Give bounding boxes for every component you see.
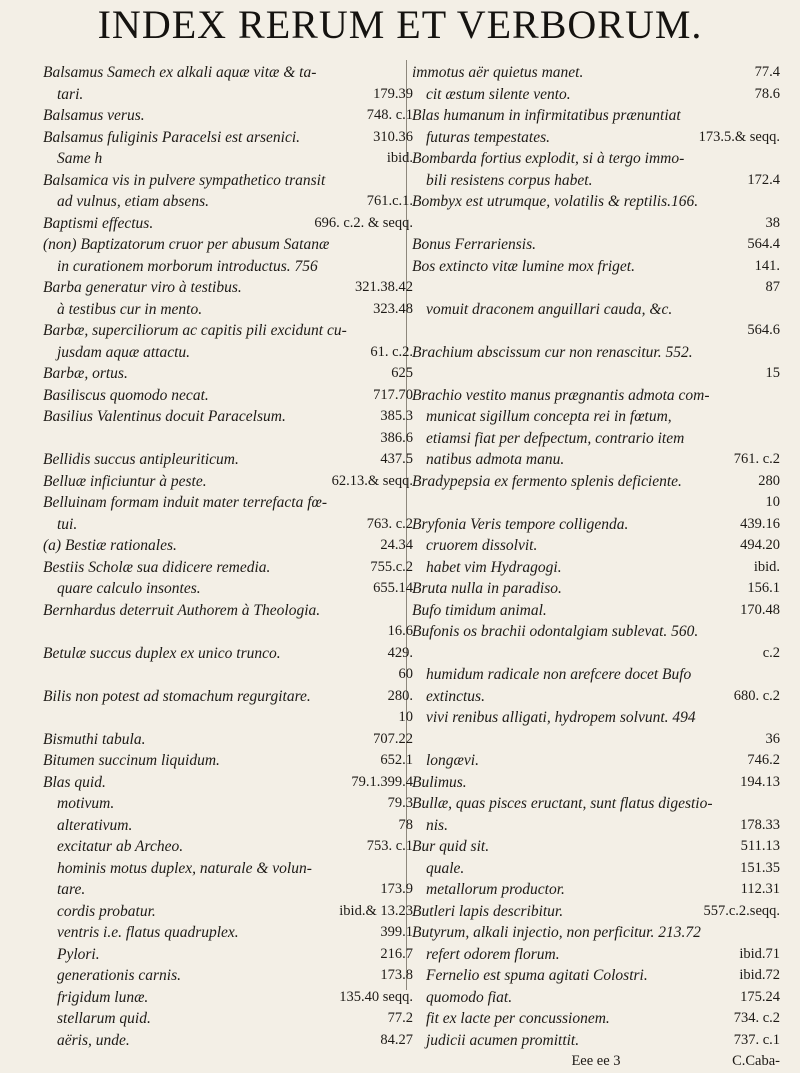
index-entry: [43, 557, 413, 579]
entry-text: vomuit draconem anguillari cauda, &c.: [426, 300, 673, 318]
entry-text: Bradypepsia ex fermento splenis deficiente.: [412, 472, 682, 490]
entry-text: natibus admota manu.: [426, 451, 565, 468]
entry-text: Bernhardus deterruit Authorem à Theologia.: [43, 601, 321, 619]
entry-text: municat sigillum concepta rei in fœtum,: [426, 408, 672, 425]
entry-text: (a) Bestiæ rationales.: [43, 537, 177, 554]
page-reference: 323.48: [373, 300, 413, 317]
entry-text: Fernelio est spuma agitati Colostri.: [426, 967, 648, 984]
entry-text: judicii acumen promittit.: [426, 1031, 580, 1049]
page-reference: 737. c.1: [733, 1031, 780, 1048]
index-entry: [43, 342, 413, 364]
page-reference: 696. c.2. & seqq.: [314, 214, 413, 231]
index-entry: [43, 901, 413, 923]
page-reference: 437.5: [380, 451, 413, 467]
entry-text: Bulimus.: [412, 773, 467, 791]
index-entry: [43, 965, 413, 987]
entry-text: Betulæ succus duplex ex unico trunco.: [43, 644, 281, 662]
index-entry: [43, 772, 413, 794]
entry-text: Bos extincto vitæ lumine mox friget.: [412, 257, 635, 275]
index-entry: [412, 213, 780, 235]
index-entry: [43, 385, 413, 407]
page-reference: 36: [765, 730, 780, 747]
entry-text: futuras tempestates.: [426, 128, 550, 146]
entry-text: Bestiis Scholæ sua didicere remedia.: [43, 558, 271, 576]
entry-text: habet vim Hydragogi.: [426, 558, 562, 576]
page-reference: 717.70: [373, 386, 413, 403]
entry-text: Bellidis succus antipleuriticum.: [43, 451, 239, 468]
entry-text: Bryfonia Veris tempore colligenda.: [412, 515, 629, 533]
index-entry: [412, 170, 780, 192]
page-reference: 763. c.2: [366, 515, 413, 532]
page-reference: 170.48: [740, 601, 780, 618]
index-entry: [43, 148, 413, 170]
entry-text: cruorem dissolvit.: [426, 537, 538, 554]
entry-text: refert odorem florum.: [426, 945, 560, 963]
entry-text: alterativum.: [57, 816, 133, 834]
page-reference: 511.13: [740, 838, 780, 854]
entry-text: (non) Baptizatorum cruor per abusum Satanæ: [43, 236, 330, 253]
entry-text: Basiliscus quomodo necat.: [43, 386, 209, 404]
entry-text: Butyrum, alkali injectio, non perficitur. 213.72: [412, 924, 701, 941]
page-reference: ibid.: [753, 558, 780, 575]
page-reference: 321.38.42: [355, 279, 413, 295]
index-entry: [43, 858, 413, 880]
index-entry: [412, 836, 780, 858]
index-entry: [412, 664, 780, 686]
signature-mark: Eee ee 3: [571, 1053, 621, 1069]
entry-text: Pylori.: [57, 945, 100, 963]
index-entry: [43, 105, 413, 127]
index-entry: [43, 600, 413, 622]
page-reference: ibid.& 13.23: [339, 902, 413, 919]
page-reference: 175.24: [740, 988, 780, 1005]
page-reference: 655.14: [373, 580, 413, 596]
index-entry: [412, 793, 780, 815]
page-reference: 15: [765, 365, 780, 381]
entry-text: cit æstum silente vento.: [426, 85, 571, 103]
index-entry: [43, 213, 413, 235]
page-reference: 399.1: [380, 924, 413, 940]
entry-text: Bilis non potest ad stomachum regurgitare.: [43, 687, 311, 705]
index-entry: [43, 707, 413, 729]
index-entry: [43, 492, 413, 514]
index-entry: [43, 793, 413, 815]
entry-text: hominis motus duplex, naturale & volun-: [57, 859, 312, 877]
index-entry: [43, 170, 413, 192]
entry-text: nis.: [426, 816, 448, 834]
page-reference: 755.c.2: [370, 558, 413, 575]
entry-text: Barbæ, ortus.: [43, 365, 128, 382]
page-reference: 680. c.2: [733, 687, 780, 704]
entry-text: Bufonis os brachii odontalgiam sublevat. 560.: [412, 623, 699, 640]
page-reference: 16.6: [387, 623, 413, 639]
page-reference: 173.9: [380, 881, 413, 897]
page-reference: 135.40 seqq.: [339, 988, 413, 1005]
index-entry: [43, 514, 413, 536]
entry-text: Butleri lapis describitur.: [412, 902, 564, 920]
index-entry: [43, 299, 413, 321]
page-reference: ibid.71: [739, 945, 780, 962]
entry-text: Balsamus Samech ex alkali aquæ vitæ & ta-: [43, 64, 317, 81]
entry-text: generationis carnis.: [57, 967, 181, 984]
index-entry: [412, 1008, 780, 1030]
entry-text: Belluinam formam induit mater terrefacta fœ-: [43, 494, 327, 511]
index-entry: [412, 750, 780, 772]
entry-text: Bullæ, quas pisces eructant, sunt flatus digestio-: [412, 795, 713, 812]
page-reference: 178.33: [740, 816, 780, 833]
page-reference: 439.16: [740, 515, 780, 532]
index-entry: [412, 643, 780, 665]
index-entry: [412, 535, 780, 557]
index-entry: [43, 815, 413, 837]
entry-text: excitatur ab Archeo.: [57, 838, 184, 855]
index-entry: [43, 922, 413, 944]
page-reference: c.2: [762, 644, 780, 661]
index-entry: [412, 922, 780, 944]
right-column: [412, 62, 780, 1073]
index-entry: [43, 428, 413, 450]
page-reference: 625: [391, 365, 413, 381]
index-entry: [412, 234, 780, 256]
page-reference: 429.: [387, 644, 413, 661]
index-entry: [43, 277, 413, 299]
entry-text: in curationem morborum introductus. 756: [57, 257, 318, 275]
entry-text: Baptismi effectus.: [43, 214, 154, 232]
index-entry: [43, 449, 413, 471]
index-entry: [43, 256, 413, 278]
entry-text: Balsamus verus.: [43, 107, 145, 124]
entry-text: Balsamus fuliginis Paracelsi est arsenici.: [43, 128, 301, 146]
index-entry: [412, 987, 780, 1009]
entry-text: Bitumen succinum liquidum.: [43, 752, 220, 769]
index-entry: [412, 600, 780, 622]
index-entry: [43, 62, 413, 84]
index-entry: [43, 406, 413, 428]
index-entry: [412, 621, 780, 643]
page-reference: 62.13.& seqq.: [331, 472, 413, 489]
entry-text: tare.: [57, 881, 86, 898]
page-reference: 761. c.2: [733, 451, 780, 467]
index-entry: [43, 127, 413, 149]
index-entry: [43, 320, 413, 342]
entry-text: immotus aër quietus manet.: [412, 64, 584, 81]
page-reference: 78: [398, 816, 413, 833]
index-entry: [43, 1030, 413, 1052]
page-reference: 77.4: [754, 64, 780, 80]
page-reference: 60: [398, 666, 413, 682]
page-reference: 173.5.& seqq.: [698, 128, 780, 145]
index-entry: [43, 879, 413, 901]
index-entry: [412, 385, 780, 407]
page-reference: 761.c.1.: [366, 193, 413, 209]
index-entry: [412, 686, 780, 708]
entry-text: fit ex lacte per concussionem.: [426, 1010, 610, 1027]
index-entry: [43, 686, 413, 708]
entry-text: Brachio vestito manus prægnantis admota com-: [412, 386, 710, 404]
index-entry: [43, 84, 413, 106]
index-entry: [412, 514, 780, 536]
page-reference: 707.22: [373, 730, 413, 747]
entry-text: Barba generatur viro à testibus.: [43, 279, 242, 296]
index-entry: [412, 858, 780, 880]
page-reference: 78.6: [754, 85, 780, 102]
index-entry: [412, 729, 780, 751]
index-entry: [412, 772, 780, 794]
index-entry: [412, 127, 780, 149]
index-entry: [43, 729, 413, 751]
page-reference: 564.4: [747, 236, 780, 252]
index-entry: [43, 363, 413, 385]
entry-text: quare calculo insontes.: [57, 580, 201, 597]
index-entry: [412, 428, 780, 450]
index-entry: [412, 901, 780, 923]
entry-text: Blas humanum in infirmitatibus prænuntiat: [412, 107, 681, 124]
entry-text: aëris, unde.: [57, 1031, 130, 1049]
entry-text: Bruta nulla in paradiso.: [412, 580, 562, 597]
page-reference: 10: [398, 709, 413, 725]
page-reference: 173.8: [380, 967, 413, 983]
page-reference: 38: [765, 214, 780, 231]
index-entry: [43, 191, 413, 213]
index-entry: [43, 535, 413, 557]
entry-text: Bombarda fortius explodit, si à tergo immo-: [412, 150, 685, 167]
index-entry: [412, 406, 780, 428]
index-entry: [412, 815, 780, 837]
entry-text: Bombyx est utrumque, volatilis & reptilis.166.: [412, 193, 699, 210]
index-entry: [43, 578, 413, 600]
index-entry: [43, 750, 413, 772]
entry-text: Balsamica vis in pulvere sympathetico transit: [43, 171, 326, 189]
page-reference: 141.: [754, 257, 780, 274]
index-entry: [412, 492, 780, 514]
entry-text: Bur quid sit.: [412, 838, 490, 855]
entry-text: à testibus cur in mento.: [57, 300, 203, 318]
entry-text: metallorum productor.: [426, 881, 565, 898]
entry-text: Bismuthi tabula.: [43, 730, 146, 748]
page-reference: 172.4: [747, 171, 780, 188]
entry-text: Brachium abscissum cur non renascitur. 552.: [412, 343, 693, 361]
page-reference: 87: [765, 279, 780, 295]
index-entry: [412, 320, 780, 342]
index-entry: [43, 944, 413, 966]
page-reference: 280: [758, 472, 780, 489]
entry-text: Bonus Ferrariensis.: [412, 236, 536, 253]
index-entry: [43, 664, 413, 686]
page-reference: 652.1: [380, 752, 413, 768]
index-entry: [412, 1051, 780, 1073]
index-entry: [412, 105, 780, 127]
page-reference: 61. c.2.: [370, 343, 413, 360]
entry-text: humidum radicale non arefcere docet Bufo: [426, 666, 692, 683]
entry-text: extinctus.: [426, 687, 485, 705]
page-reference: 746.2: [747, 752, 780, 768]
entry-text: Same h: [57, 150, 103, 167]
page-reference: 179.39: [373, 85, 413, 102]
index-entry: [43, 643, 413, 665]
entry-text: Belluæ inficiuntur à peste.: [43, 472, 207, 490]
page-reference: 24.34: [380, 537, 413, 553]
page-reference: 156.1: [747, 580, 780, 596]
index-entry: [412, 1030, 780, 1052]
page-reference: 280.: [387, 687, 413, 704]
index-entry: [412, 148, 780, 170]
entry-text: Barbæ, superciliorum ac capitis pili excidunt cu-: [43, 322, 347, 339]
index-entry: [412, 84, 780, 106]
entry-text: cordis probatur.: [57, 902, 156, 920]
index-entry: [412, 578, 780, 600]
page-reference: 753. c.1: [366, 838, 413, 854]
index-entry: [412, 944, 780, 966]
page-reference: 10: [765, 494, 780, 510]
index-entry: [43, 987, 413, 1009]
page-reference: 77.2: [387, 1010, 413, 1026]
index-entry: [412, 342, 780, 364]
page-reference: 194.13: [740, 773, 780, 790]
index-entry: [412, 277, 780, 299]
page-reference: 564.6: [747, 322, 780, 338]
entry-text: jusdam aquæ attactu.: [57, 343, 191, 361]
page-reference: 557.c.2.seqq.: [703, 902, 780, 919]
index-entry: [412, 62, 780, 84]
catchword: C.Caba-: [732, 1053, 780, 1069]
entry-text: quale.: [426, 859, 465, 877]
index-entry: [412, 965, 780, 987]
index-entry: [412, 449, 780, 471]
page-reference: 734. c.2: [733, 1010, 780, 1026]
page-reference: 385.3: [380, 408, 413, 424]
page-reference: 216.7: [380, 945, 413, 962]
entry-text: Bufo timidum animal.: [412, 601, 547, 619]
index-entry: [412, 471, 780, 493]
entry-text: Blas quid.: [43, 773, 106, 791]
index-entry: [43, 471, 413, 493]
page-reference: 386.6: [380, 429, 413, 446]
page-title: INDEX RERUM ET VERBORUM.: [97, 2, 703, 47]
index-entry: [412, 363, 780, 385]
entry-text: tari.: [57, 85, 84, 103]
index-entry: [43, 836, 413, 858]
page-reference: 79.1.399.4: [351, 773, 413, 790]
entry-text: ad vulnus, etiam absens.: [57, 193, 209, 210]
entry-text: motivum.: [57, 795, 115, 812]
left-column: [43, 62, 413, 1051]
entry-text: ventris i.e. flatus quadruplex.: [57, 924, 239, 941]
index-entry: [412, 299, 780, 321]
index-entry: [412, 256, 780, 278]
page-reference: 79.3: [387, 795, 413, 811]
page-reference: 84.27: [380, 1031, 413, 1048]
page-reference: ibid.72: [739, 967, 780, 983]
page-reference: 310.36: [373, 128, 413, 145]
entry-text: etiamsi fiat per defpectum, contrario item: [426, 429, 685, 447]
page-reference: 112.31: [740, 881, 780, 897]
page-reference: 748. c.1: [366, 107, 413, 123]
entry-text: frigidum lunæ.: [57, 988, 149, 1006]
entry-text: Basilius Valentinus docuit Paracelsum.: [43, 408, 286, 425]
entry-text: vivi renibus alligati, hydropem solvunt. 494: [426, 709, 696, 726]
entry-text: longævi.: [426, 752, 479, 769]
index-entry: [43, 234, 413, 256]
page-reference: 494.20: [740, 537, 780, 553]
index-entry: [412, 191, 780, 213]
index-entry: [412, 557, 780, 579]
page-reference: 151.35: [740, 859, 780, 876]
index-entry: [412, 879, 780, 901]
index-entry: [412, 707, 780, 729]
entry-text: tui.: [57, 515, 78, 533]
entry-text: bili resistens corpus habet.: [426, 171, 593, 189]
page-reference: ibid.: [386, 150, 413, 166]
entry-text: stellarum quid.: [57, 1010, 151, 1027]
index-entry: [43, 621, 413, 643]
entry-text: quomodo fiat.: [426, 988, 513, 1006]
index-entry: [43, 1008, 413, 1030]
